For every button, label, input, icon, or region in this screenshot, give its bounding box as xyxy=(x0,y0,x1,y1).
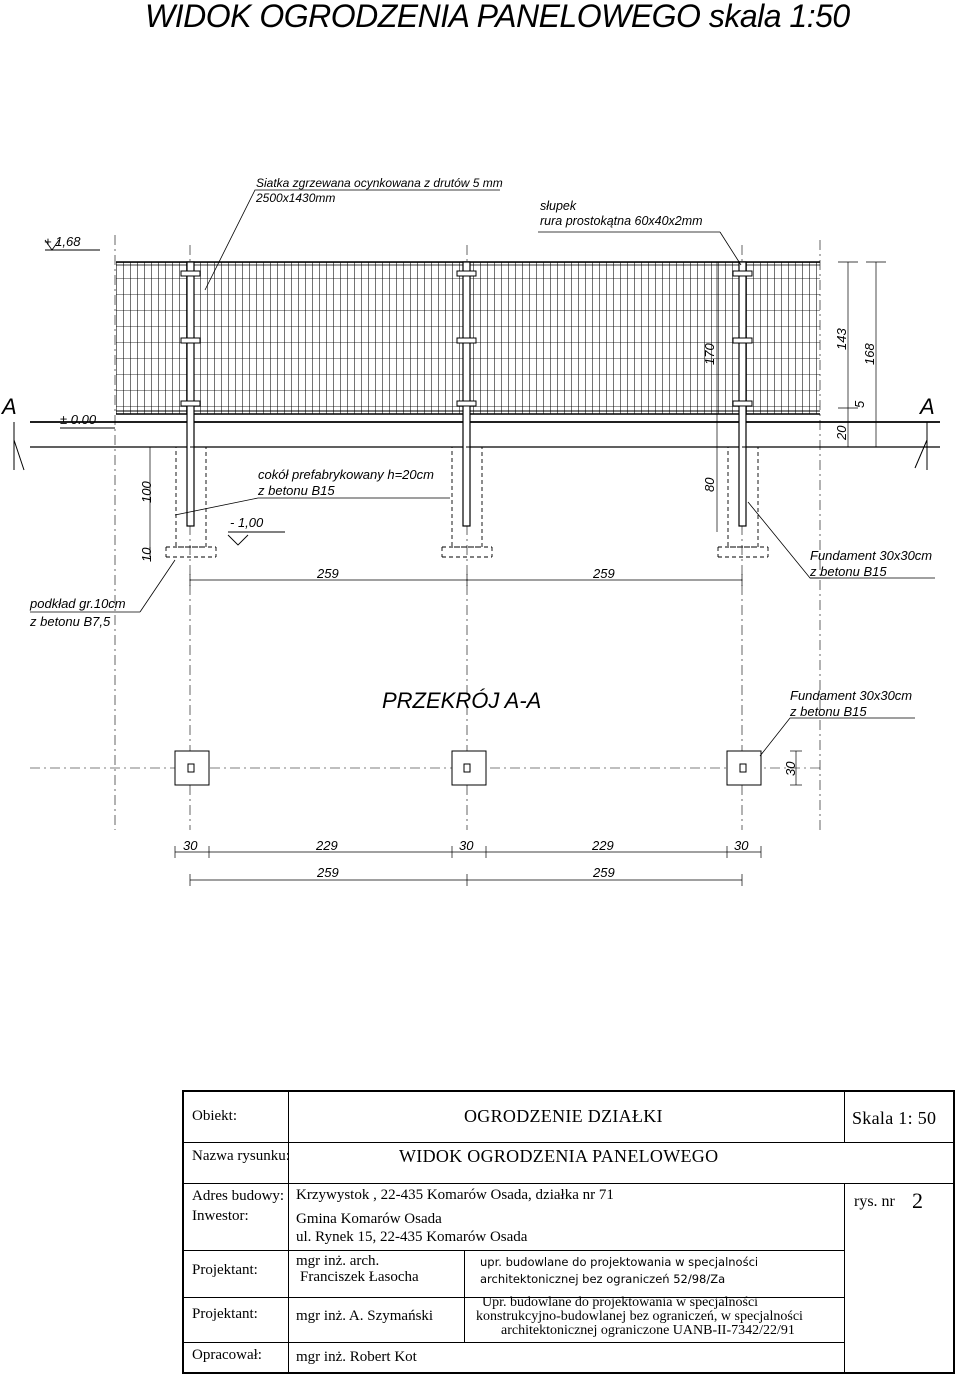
post-label-1: słupek xyxy=(540,199,577,213)
section-dim-30: 30 xyxy=(783,761,798,776)
row1-dim-3: 30 xyxy=(459,838,474,853)
plinth-label-2: z betonu B15 xyxy=(258,483,335,498)
section-mark-left: A xyxy=(2,394,17,419)
nazwa-value: WIDOK OGRODZENIA PANELOWEGO xyxy=(399,1146,719,1166)
inwestor-line2: ul. Rynek 15, 22-435 Komarów Osada xyxy=(296,1229,528,1245)
plinth-label-1: cokół prefabrykowany h=20cm xyxy=(258,467,434,482)
section-leader xyxy=(760,718,915,756)
section-foundation-label-1: Fundament 30x30cm xyxy=(790,688,913,703)
post-label-2: rura prostokątna 60x40x2mm xyxy=(540,214,703,228)
dim-143: 143 xyxy=(834,328,849,350)
section-cut-left xyxy=(14,422,24,470)
nazwa-label: Nazwa rysunku: xyxy=(192,1148,290,1164)
section-mark-right: A xyxy=(920,394,935,419)
row2-dim-2: 259 xyxy=(593,865,615,880)
page-title: WIDOK OGRODZENIA PANELOWEGO skala 1:50 xyxy=(145,0,850,34)
obiekt-value: OGRODZENIE DZIAŁKI xyxy=(464,1106,663,1126)
level-top: + 1,68 xyxy=(44,234,81,249)
row2-dim-1: 259 xyxy=(317,865,339,880)
projektant2-label: Projektant: xyxy=(192,1306,258,1322)
title-block xyxy=(182,1090,955,1374)
projektant2-name: mgr inż. A. Szymański xyxy=(296,1308,434,1324)
level-bottom: - 1,00 xyxy=(230,515,264,530)
post-2 xyxy=(463,262,470,526)
projektant2-upr1: Upr. budowlane do projektowania w specjalności xyxy=(482,1295,759,1310)
projektant1-upr2: architektonicznej bez ograniczeń 52/98/Za xyxy=(480,1272,726,1286)
section-title: PRZEKRÓJ A-A xyxy=(382,688,542,713)
post-1 xyxy=(187,262,194,526)
bedding-label-1: podkład gr.10cm xyxy=(30,596,126,611)
post-3 xyxy=(739,262,746,526)
dim-170: 170 xyxy=(702,343,717,365)
bedding-label-2: z betonu B7,5 xyxy=(30,614,111,629)
adres-value: Krzywystok , 22-435 Komarów Osada, działka nr 71 xyxy=(296,1187,614,1203)
opracowal-label: Opracował: xyxy=(192,1347,262,1363)
projektant1-label: Projektant: xyxy=(192,1262,258,1278)
projektant2-upr3: architektonicznej ograniczone UANB-II-7342/22/91 xyxy=(501,1323,795,1338)
dim-10: 10 xyxy=(139,547,154,562)
adres-label: Adres budowy: xyxy=(192,1188,285,1204)
inwestor-label: Inwestor: xyxy=(192,1208,249,1224)
rys-value: 2 xyxy=(912,1188,923,1213)
section-foundation-label-2: z betonu B15 xyxy=(790,704,867,719)
mesh-label-1: Siatka zgrzewana ocynkowana z drutów 5 mm xyxy=(256,176,503,190)
dim-168: 168 xyxy=(862,343,877,365)
section-view xyxy=(30,688,915,886)
level-zero: ± 0.00 xyxy=(60,412,97,427)
projektant1-upr1: upr. budowlane do projektowania w specjalności xyxy=(480,1255,759,1269)
skala: Skala 1: 50 xyxy=(852,1108,937,1128)
span-2: 259 xyxy=(593,566,615,581)
plinth xyxy=(30,422,940,447)
projektant2-upr2: konstrukcyjno-budowlanej bez ograniczeń, w specjalności xyxy=(476,1309,803,1324)
mesh-label-2: 2500x1430mm xyxy=(256,191,336,205)
projektant1-line1: mgr inż. arch. xyxy=(296,1253,380,1269)
row1-dim-2: 229 xyxy=(316,838,338,853)
row1-dim-1: 30 xyxy=(183,838,198,853)
opracowal-name: mgr inż. Robert Kot xyxy=(296,1349,417,1365)
row1-dim-5: 30 xyxy=(734,838,749,853)
dim-5: 5 xyxy=(852,400,867,408)
section-cut-right xyxy=(915,422,927,470)
obiekt-label: Obiekt: xyxy=(192,1108,237,1124)
foundation-label-2: z betonu B15 xyxy=(810,564,887,579)
row1-dim-4: 229 xyxy=(592,838,614,853)
dim-80: 80 xyxy=(702,477,717,492)
span-1: 259 xyxy=(317,566,339,581)
elevation-view xyxy=(0,176,940,830)
span-dims xyxy=(190,574,742,586)
dim-100: 100 xyxy=(139,481,154,503)
projektant1-line2: Franciszek Łasocha xyxy=(300,1269,419,1285)
dim-20: 20 xyxy=(834,425,849,440)
inwestor-line1: Gmina Komarów Osada xyxy=(296,1211,442,1227)
rys-label: rys. nr xyxy=(854,1193,895,1210)
foundation-label-1: Fundament 30x30cm xyxy=(810,548,933,563)
